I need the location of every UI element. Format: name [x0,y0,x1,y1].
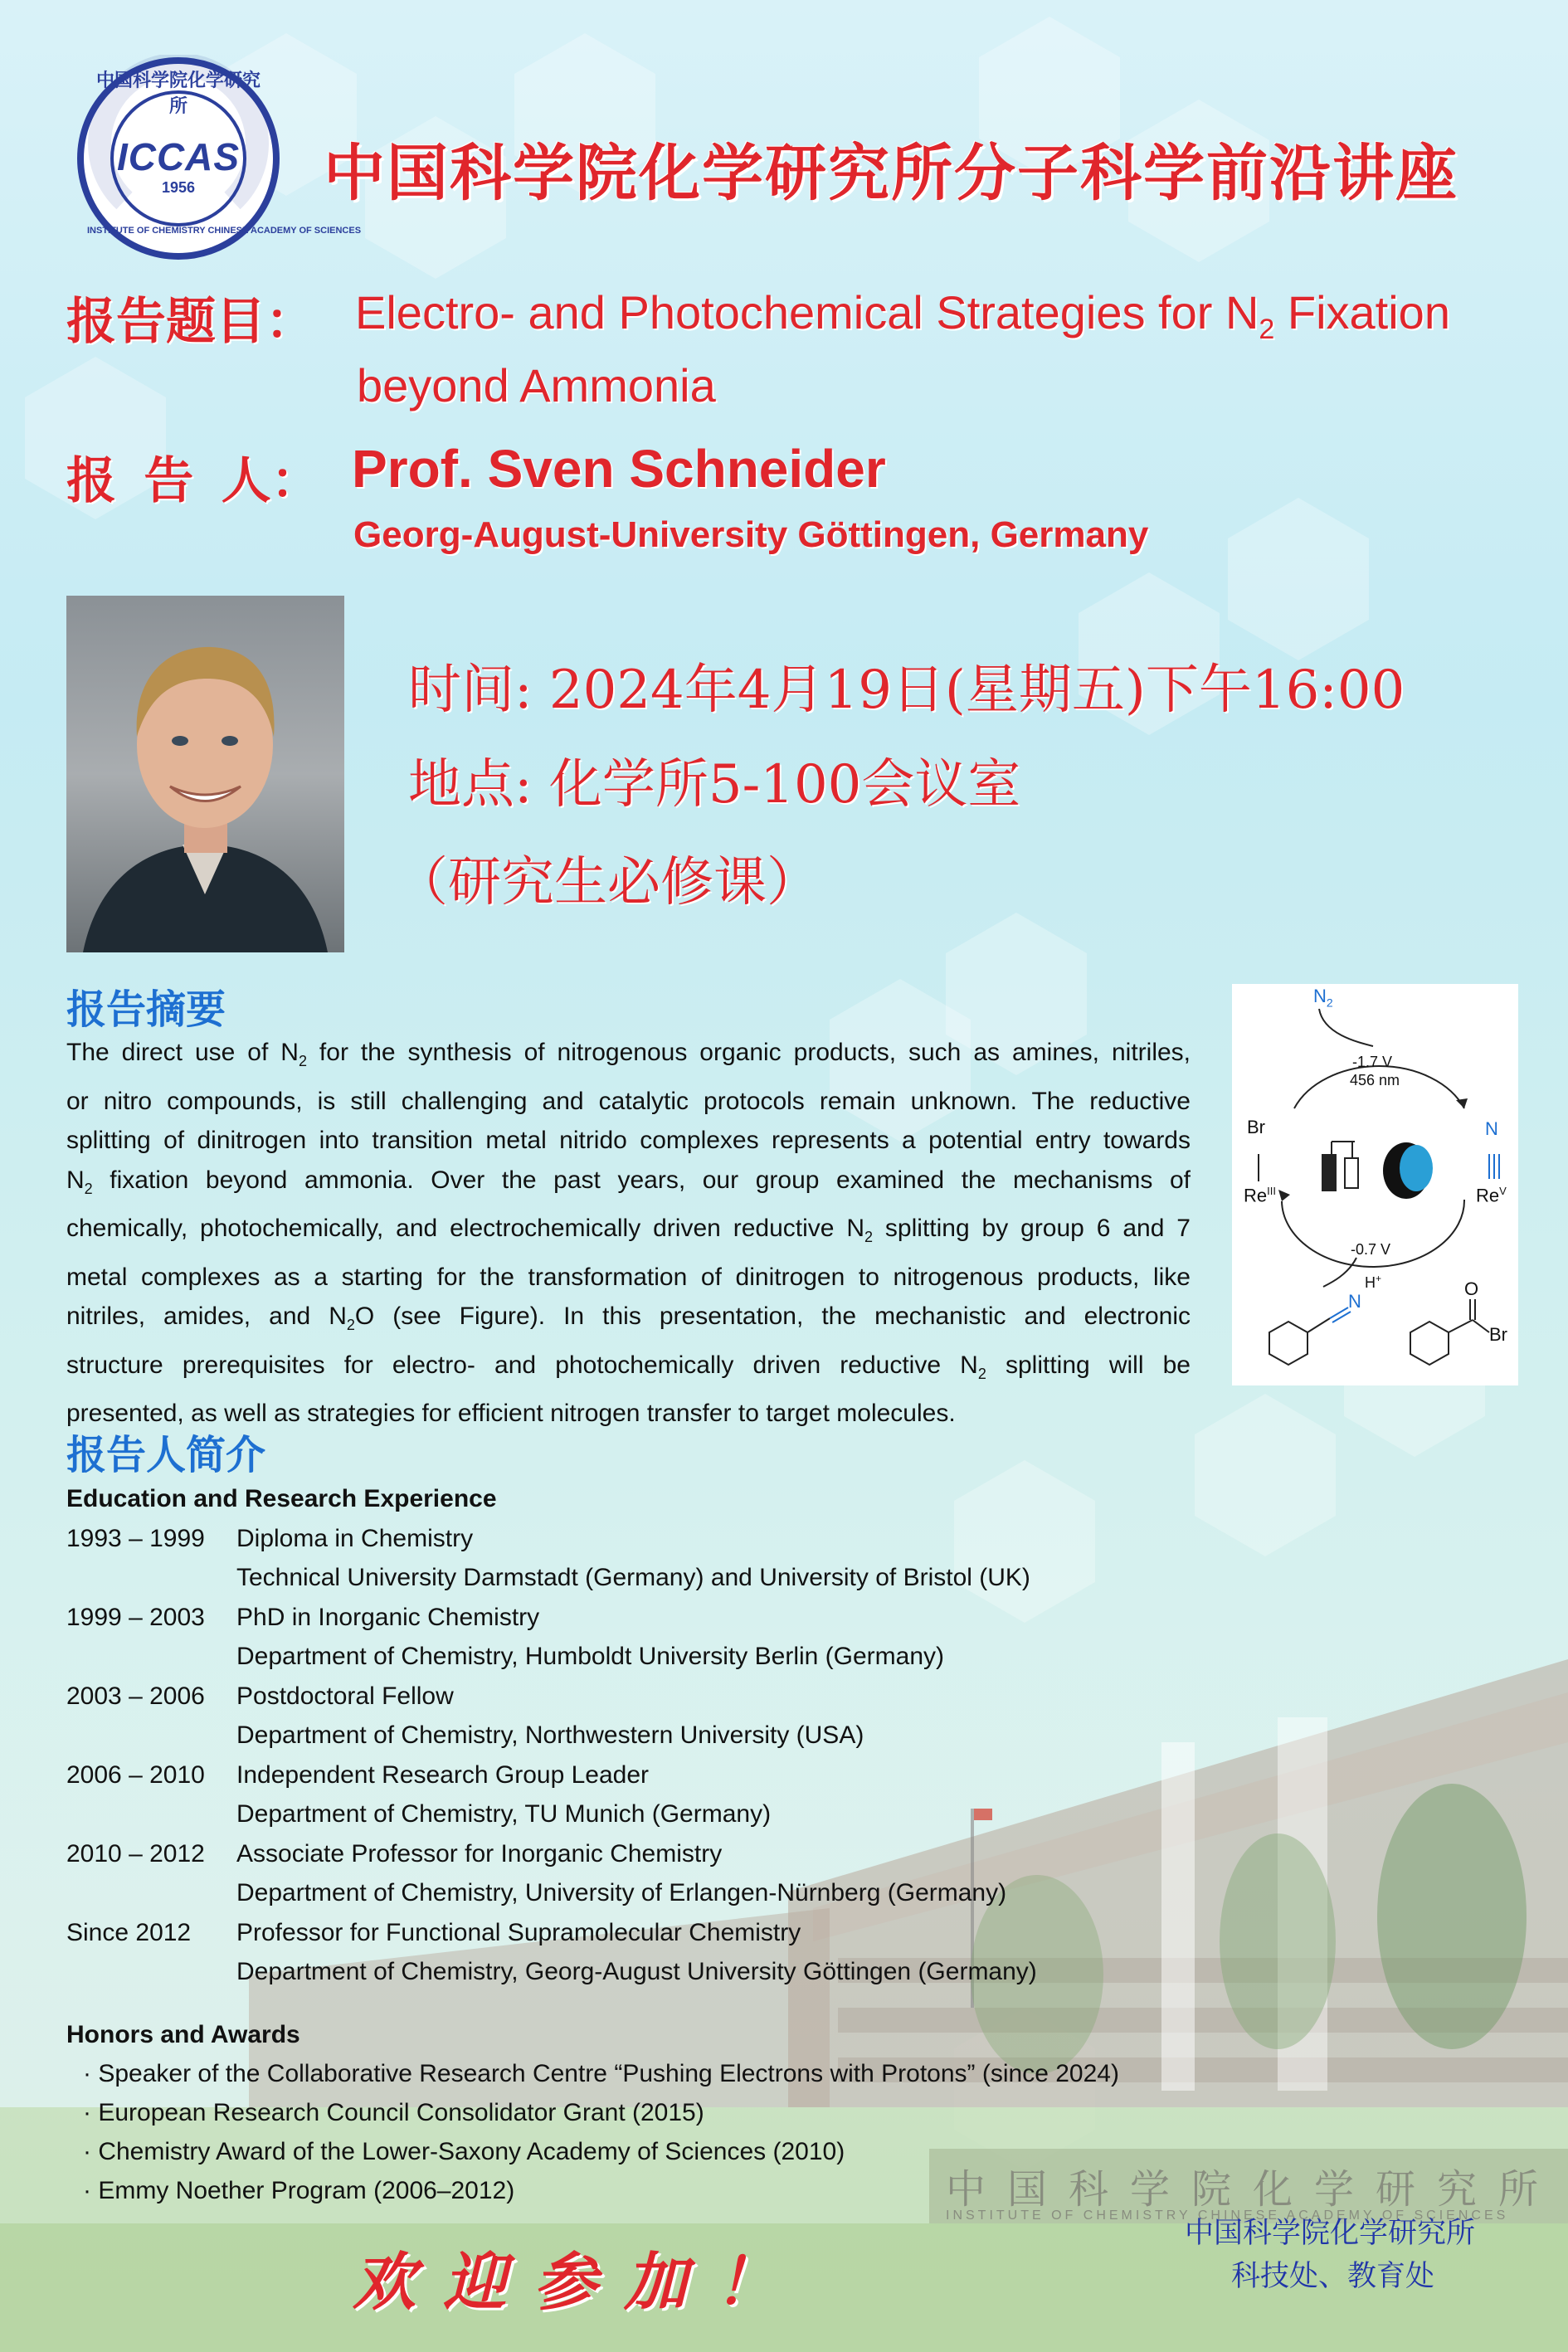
entry-years: 2003 – 2006 [66,1682,205,1710]
figure-left-halide: Br [1247,1117,1265,1137]
entry-years: 1999 – 2003 [66,1604,205,1631]
talk-title-text-end: Fixation [1274,286,1450,338]
education-entry [66,1682,454,1712]
building-sign-chinese: 中国科学院化学研究所 [946,2166,1561,2213]
abstract-text: O (see Figure). In this presentation, the mechanistic and electronic [354,1303,1191,1330]
subscript: 2 [346,1317,355,1333]
figure-right-metal [1476,1185,1507,1206]
abstract-text: or nitro compounds, is still challenging and catalytic protocols remain unknown. The reductive [66,1087,1191,1115]
education-entry [66,1760,649,1790]
iccas-logo [75,55,362,262]
figure-proton-symbol: H [1365,1274,1376,1291]
entry-role: Independent Research Group Leader [236,1761,650,1789]
talk-title-line2: beyond Ammonia [357,359,716,411]
title-label: 报告题目： [66,294,315,349]
organizer-line1: 中国科学院化学研究所 [1185,2217,1476,2249]
figure-bottom-potential: -0.7 V [1351,1241,1391,1258]
entry-years: 2006 – 2010 [66,1761,205,1789]
abstract-text: The direct use of N [66,1039,299,1066]
bio-heading: 报告人简介 [66,1434,266,1478]
building-sign-english: INSTITUTE OF CHEMISTRY CHINESE ACADEMY OF SCIENCES [946,2208,1509,2223]
entry-place: Department of Chemistry, Northwestern University (USA) [236,1721,864,1749]
abstract-text: structure prerequisites for electro- and photochemically driven reductive N [66,1351,978,1379]
abstract-text: fixation beyond ammonia. Over the past years, our group examined the mechanisms of [92,1166,1191,1194]
figure-acyl-bromide: Br [1489,1324,1507,1345]
course-note: （研究生必修课） [395,852,820,913]
entry-role: Associate Professor for Inorganic Chemistry [236,1840,723,1867]
entry-years: Since 2012 [66,1919,192,1946]
event-time: 时间: 2024年4月19日(星期五)下午16:00 [408,660,1405,721]
abstract-line [66,1209,1191,1258]
figure-right-oxidation-state: V [1499,1185,1507,1197]
figure-n2-text: N [1313,986,1327,1006]
honor-item: · Speaker of the Collaborative Research Centre “Pushing Electrons with Protons” (since 2024) [83,2060,1119,2087]
figure-nitrido-n: N [1485,1118,1498,1139]
abstract-line [66,1297,1191,1346]
education-entry [66,1918,801,1948]
abstract-text: metal complexes as a starting for the transformation of dinitrogen to nitrogenous products, like [66,1263,1191,1291]
figure-top-potential: -1.7 V [1352,1054,1393,1070]
education-entry [66,1603,539,1633]
speaker-portrait-illustration [66,596,344,952]
reaction-scheme-figure [1232,984,1518,1385]
speaker-label: 报 告 人： [66,453,321,509]
figure-n2-label [1313,986,1333,1009]
figure-nitrile-n: N [1348,1291,1361,1312]
welcome-text: 欢 迎 参 加 ！ [353,2247,783,2318]
abstract-line [66,1161,1191,1210]
abstract-heading: 报告摘要 [66,988,226,1032]
education-heading: Education and Research Experience [66,1485,497,1512]
figure-right-metal-symbol: Re [1476,1185,1500,1206]
logo-year: 1956 [161,179,196,196]
subscript: 2 [977,1365,986,1382]
honor-item: · Emmy Noether Program (2006–2012) [83,2177,515,2204]
figure-proton [1365,1273,1381,1292]
logo-ring-english: INSTITUTE OF CHEMISTRY CHINESE ACADEMY OF SCIENCES [87,226,362,236]
abstract-text: nitriles, amides, and N [66,1303,347,1330]
talk-title-subscript: 2 [1259,314,1275,346]
education-entry [66,1524,473,1554]
entry-role: Diploma in Chemistry [236,1525,474,1552]
abstract-text: chemically, photochemically, and electrochemically driven reductive N [66,1215,865,1242]
talk-title-text: Electro- and Photochemical Strategies for N [355,286,1259,338]
entry-role: Postdoctoral Fellow [236,1682,454,1710]
figure-proton-charge: + [1376,1273,1382,1284]
talk-title-line1 [355,285,1450,346]
subscript: 2 [864,1229,874,1245]
entry-place: Department of Chemistry, University of Erlangen-Nürnberg (Germany) [236,1879,1007,1906]
speaker-affiliation: Georg-August-University Göttingen, Germany [353,514,1149,555]
entry-years: 1993 – 1999 [66,1525,205,1552]
honor-item: · Chemistry Award of the Lower-Saxony Academy of Sciences (2010) [83,2138,845,2165]
abstract-text: splitting will be [986,1351,1191,1379]
hexagon-decoration [1195,1394,1336,1556]
abstract-line [66,1121,1191,1161]
entry-place: Department of Chemistry, TU Munich (Germany) [236,1800,772,1828]
figure-left-metal [1244,1185,1276,1206]
abstract-text: presented, as well as strategies for efficient nitrogen transfer to target molecules. [66,1400,956,1427]
honors-heading: Honors and Awards [66,2021,300,2048]
abstract-line [66,1258,1191,1298]
education-entry [66,1839,722,1869]
event-location: 地点: 化学所5-100会议室 [408,754,1021,816]
figure-acyl-oxygen: O [1464,1278,1479,1299]
speaker-photo [66,596,344,952]
hexagon-decoration [1228,498,1369,660]
figure-n2-subscript: 2 [1326,996,1333,1010]
subscript: 2 [84,1180,93,1197]
speaker-name: Prof. Sven Schneider [352,439,886,499]
abstract-line [66,1082,1191,1122]
entry-place: Technical University Darmstadt (Germany) and University of Bristol (UK) [236,1564,1030,1591]
entry-role: Professor for Functional Supramolecular Chemistry [236,1919,801,1946]
abstract-line [66,1346,1191,1395]
logo-wordmark: ICCAS [116,135,241,178]
abstract-line [66,1033,1191,1082]
figure-wavelength: 456 nm [1350,1072,1400,1088]
entry-place: Department of Chemistry, Humboldt University Berlin (Germany) [236,1643,945,1670]
logo-ring-chinese: 中国科学院化学研究所 [95,70,261,116]
organizer-line2: 科技处、教育处 [1231,2260,1435,2292]
hexagon-decoration [954,1460,1095,1623]
series-title: 中国科学院化学研究所分子科学前沿讲座 [324,139,1458,207]
abstract-text: for the synthesis of nitrogenous organic products, such as amines, nitriles, [306,1039,1191,1066]
figure-left-oxidation-state: III [1267,1185,1276,1197]
entry-role: PhD in Inorganic Chemistry [236,1604,540,1631]
abstract-text: splitting of dinitrogen into transition metal nitrido complexes represents a potential entry towards [66,1127,1191,1154]
subscript: 2 [298,1053,307,1069]
abstract-body [66,1033,1191,1434]
entry-place: Department of Chemistry, Georg-August University Göttingen (Germany) [236,1958,1037,1985]
abstract-text: N [66,1166,85,1194]
honor-item: · European Research Council Consolidator Grant (2015) [83,2099,704,2126]
figure-left-metal-symbol: Re [1244,1185,1268,1206]
entry-years: 2010 – 2012 [66,1840,205,1867]
abstract-text: splitting by group 6 and 7 [873,1215,1191,1242]
